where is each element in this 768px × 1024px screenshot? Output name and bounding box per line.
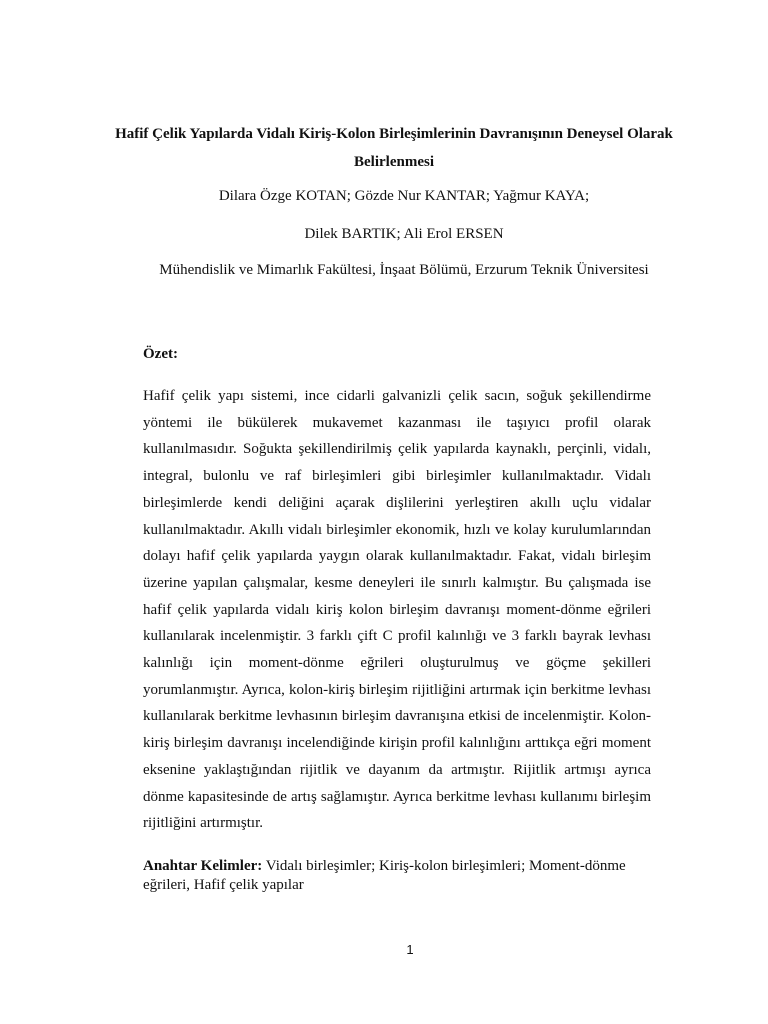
page-number: 1 (406, 942, 414, 957)
affiliation: Mühendislik ve Mimarlık Fakültesi, İnşaat Bölümü, Erzurum Teknik Üniversitesi (159, 262, 649, 278)
paper-title: Hafif Çelik Yapılarda Vidalı Kiriş-Kolon Birleşimlerinin Davranışının Deneysel Olarak Belirlenmesi (115, 126, 673, 170)
keywords-text: Vidalı birleşimler; Kiriş-kolon birleşimleri; Moment-dönme eğrileri, Hafif çelik yapılar (143, 858, 626, 893)
authors-line-1: Dilara Özge KOTAN; Gözde Nur KANTAR; Yağmur KAYA; (218, 188, 590, 204)
abstract-heading: Özet: (143, 346, 178, 362)
keywords-label: Anahtar Kelimler: (143, 858, 263, 874)
keywords (143, 857, 651, 895)
abstract-body: Hafif çelik yapı sistemi, ince cidarli galvanizli çelik sacın, soğuk şekillendirme yöntemi ile bükülerek mukavemet kazanması ile taşıyıcı profil olarak kullanılmasıdır. Soğukta şekillendirilmiş çelik yapılarda kaynaklı, perçinli, vidalı, integral, bulonlu ve raf birleşimleri gibi birleşimler kullanılmaktadır. Vidalı birleşimlerde kendi deliğini açarak dişlilerini yerleştiren akıllı uçlu vidalar kullanılmaktadır. Akıllı vidalı birleşimler ekonomik, hızlı ve kolay kurulumlarından dolayı hafif çelik yapılarda yaygın olarak kullanılmaktadır. Fakat, vidalı birleşim üzerine yapılan çalışmalar, kesme deneyleri ile sınırlı kalmıştır. Bu çalışmada ise hafif çelik yapılarda vidalı kiriş kolon birleşim davranışı moment-dönme eğrileri kullanılarak incelenmiştir. 3 farklı çift C profil kalınlığı ve 3 farklı bayrak levhası kalınlığı için moment-dönme eğrileri oluşturulmuş ve göçme şekilleri yorumlanmıştır. Ayrıca, kolon-kiriş birleşim rijitliğini artırmak için berkitme levhası kullanılarak berkitme levhasının birleşim davranışına etkisi de incelenmiştir. Kolon-kiriş birleşim davranışı incelendiğinde kirişin profil kalınlığını arttıkça eğri moment eksenine yaklaştığından rijitlik ve dayanım da artmıştır. Rijitlik artmışı ayrıca dönme kapasitesinde de artış sağlamıştır. Ayrıca berkitme levhası kullanımı birleşim rijitliğini artırmıştır. (143, 388, 651, 832)
authors-line-2: Dilek BARTIK; Ali Erol ERSEN (304, 226, 504, 242)
